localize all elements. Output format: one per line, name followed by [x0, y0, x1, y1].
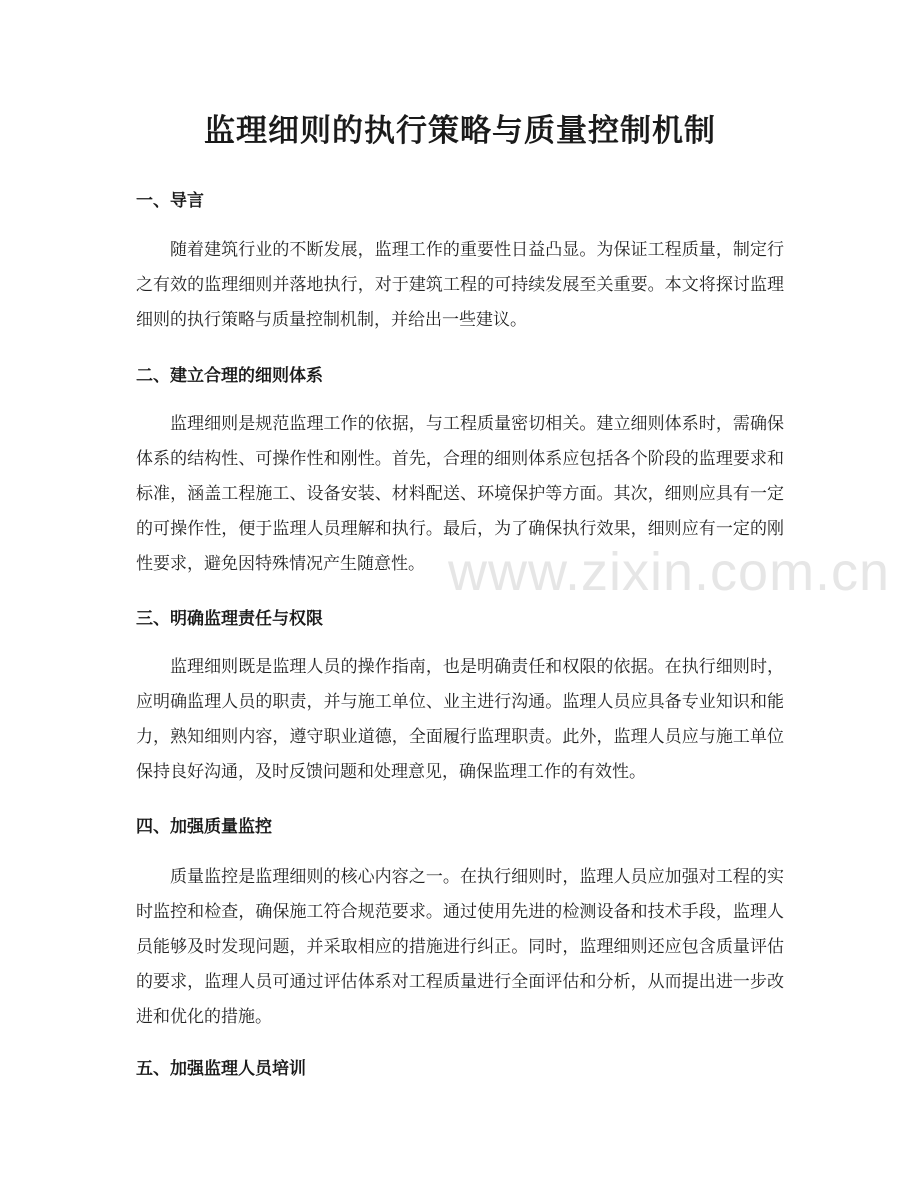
- section-heading-quality: 四、加强质量监控: [136, 817, 272, 837]
- document-title: 监理细则的执行策略与质量控制机制: [204, 113, 716, 149]
- section-paragraph-responsibility: 监理细则既是监理人员的操作指南，也是明确责任和权限的依据。在执行细则时，应明确监理人员的职责，并与施工单位、业主进行沟通。监理人员应具备专业知识和能力，熟知细则内容，遵守职业道德，全面履行监理职责。此外，监理人员应与施工单位保持良好沟通，及时反馈问题和处理意见，确保监理工作的有效性。: [136, 657, 784, 782]
- section-paragraph-intro: 随着建筑行业的不断发展，监理工作的重要性日益凸显。为保证工程质量，制定行之有效的监理细则并落地执行，对于建筑工程的可持续发展至关重要。本文将探讨监理细则的执行策略与质量控制机制，并给出一些建议。: [136, 240, 784, 330]
- section-paragraph-system: 监理细则是规范监理工作的依据，与工程质量密切相关。建立细则体系时，需确保体系的结构性、可操作性和刚性。首先，合理的细则体系应包括各个阶段的监理要求和标准，涵盖工程施工、设备安装、材料配送、环境保护等方面。其次，细则应具有一定的可操作性，便于监理人员理解和执行。最后，为了确保执行效果，细则应有一定的刚性要求，避免因特殊情况产生随意性。: [136, 414, 784, 574]
- watermark-text: www.zixin.com.cn: [448, 542, 891, 602]
- section-heading-responsibility: 三、明确监理责任与权限: [136, 609, 323, 629]
- section-heading-intro: 一、导言: [136, 191, 204, 211]
- section-heading-system: 二、建立合理的细则体系: [136, 366, 323, 386]
- section-paragraph-quality: 质量监控是监理细则的核心内容之一。在执行细则时，监理人员应加强对工程的实时监控和检查，确保施工符合规范要求。通过使用先进的检测设备和技术手段，监理人员能够及时发现问题，并采取相应的措施进行纠正。同时，监理细则还应包含质量评估的要求，监理人员可通过评估体系对工程质量进行全面评估和分析，从而提出进一步改进和优化的措施。: [136, 867, 784, 1027]
- section-heading-training: 五、加强监理人员培训: [136, 1059, 306, 1079]
